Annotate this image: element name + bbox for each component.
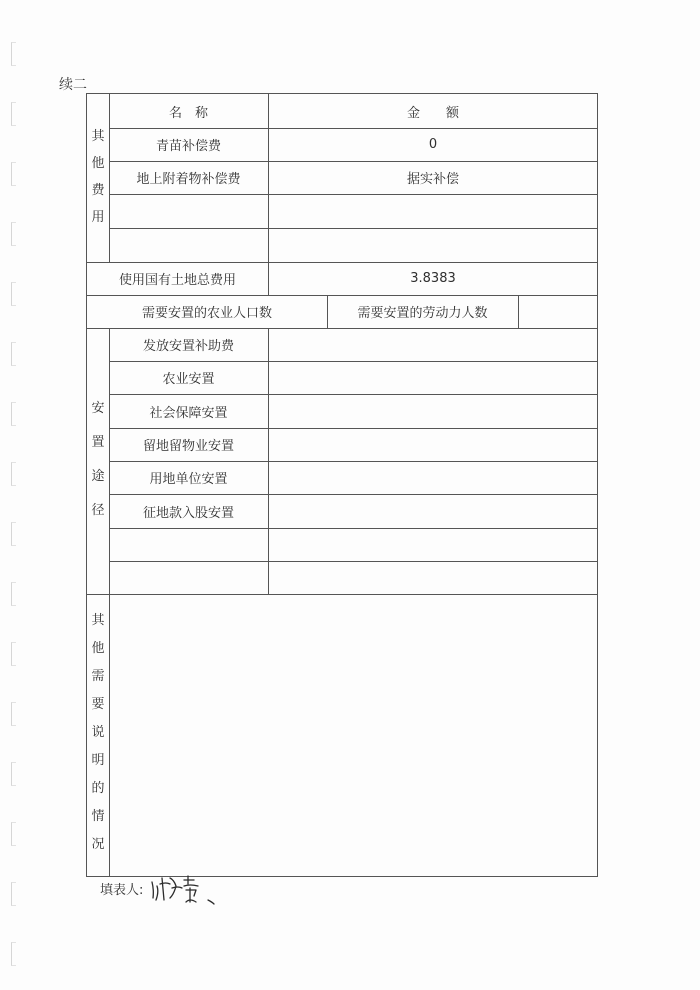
binder-mark — [11, 42, 16, 66]
fee-amount-cell — [268, 228, 598, 262]
resettlement-name-cell: 征地款入股安置 — [142, 505, 234, 521]
fee-name-cell: 地上附着物补偿费 — [136, 172, 241, 187]
fee-name-cell — [109, 228, 268, 262]
fee-name-cell: 青苗补偿费 — [155, 139, 221, 154]
section-char: 其 — [91, 613, 105, 628]
fee-name-cell — [109, 194, 268, 228]
resettlement-name-cell — [109, 528, 268, 561]
binder-mark — [11, 282, 16, 306]
agri-population-label: 需要安置的农业人口数 — [141, 306, 272, 321]
section-char: 明 — [91, 753, 105, 768]
resettlement-name-cell: 留地留物业安置 — [142, 439, 234, 454]
binder-mark — [11, 162, 16, 186]
binder-mark — [11, 882, 16, 906]
resettlement-name-cell: 发放安置补助费 — [142, 339, 234, 354]
section-char: 途 — [91, 469, 105, 484]
other-notes-content — [109, 594, 598, 877]
binder-mark — [11, 462, 16, 486]
section-char: 的 — [91, 781, 105, 796]
form-table — [86, 93, 598, 877]
fee-amount-cell — [268, 194, 598, 228]
binder-mark — [11, 582, 16, 606]
labor-value — [518, 295, 598, 328]
header-amount: 金 额 — [406, 105, 459, 121]
filler-signature — [150, 872, 230, 912]
binder-mark — [11, 402, 16, 426]
other-fees-section-label — [87, 130, 109, 224]
section-char: 费 — [91, 183, 105, 198]
binder-mark — [11, 342, 16, 366]
binder-mark — [11, 762, 16, 786]
labor-label: 需要安置的劳动力人数 — [357, 306, 488, 321]
binder-mark — [11, 642, 16, 666]
resettlement-name-cell: 社会保障安置 — [149, 405, 228, 421]
section-char: 他 — [91, 641, 105, 656]
section-char: 其 — [91, 129, 105, 144]
section-char: 他 — [91, 156, 105, 171]
resettlement-name-cell: 用地单位安置 — [149, 472, 228, 487]
resettlement-name-cell: 农业安置 — [162, 372, 215, 387]
page-label: 续二 — [59, 77, 87, 93]
binder-mark — [11, 102, 16, 126]
resettlement-section-label — [87, 402, 109, 517]
header-name: 名 称 — [168, 105, 208, 121]
other-notes-section-label — [87, 614, 109, 851]
section-char: 径 — [91, 503, 105, 518]
binder-mark — [11, 522, 16, 546]
binder-mark — [11, 702, 16, 726]
section-char: 需 — [91, 669, 105, 684]
fee-amount-cell: 据实补偿 — [406, 172, 459, 187]
section-char: 置 — [91, 435, 105, 450]
total-land-fee-value: 3.8383 — [410, 271, 456, 286]
fee-amount-cell: 0 — [428, 137, 438, 152]
section-char: 用 — [91, 210, 105, 225]
section-char: 说 — [91, 725, 105, 740]
section-char: 安 — [91, 401, 105, 416]
section-char: 情 — [91, 809, 105, 824]
section-char: 况 — [91, 837, 105, 852]
resettlement-name-cell — [109, 561, 268, 594]
total-land-fee-label: 使用国有土地总费用 — [118, 273, 236, 288]
filler-label: 填表人: — [100, 883, 144, 898]
binder-mark — [11, 822, 16, 846]
binder-mark — [11, 942, 16, 966]
binder-mark — [11, 222, 16, 246]
section-char: 要 — [91, 697, 105, 712]
